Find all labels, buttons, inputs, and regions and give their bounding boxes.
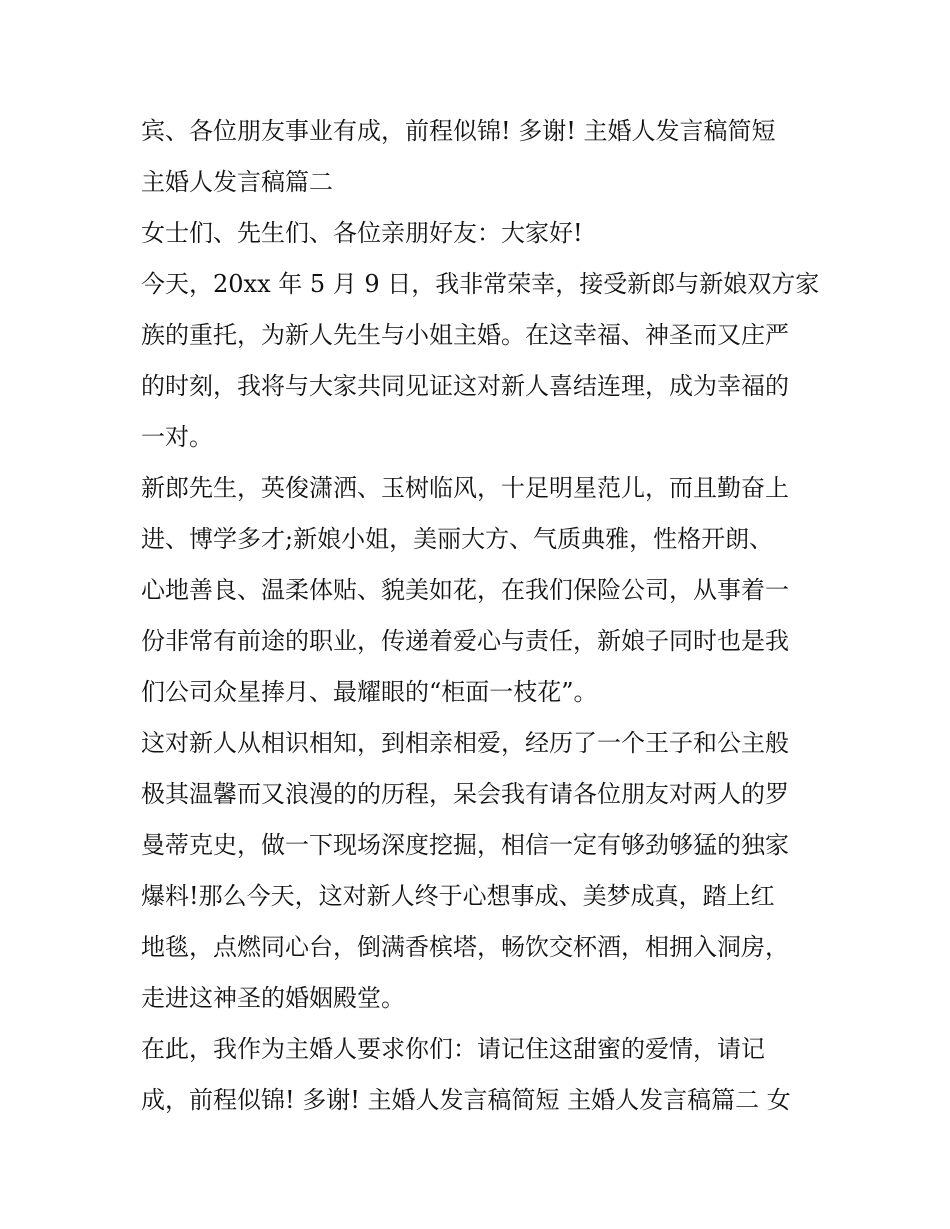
text-line: 地毯，点燃同心台，倒满香槟塔，畅饮交杯酒，相拥入洞房，: [141, 933, 789, 961]
text-line: 新郎先生，英俊潇洒、玉树临风，十足明星范儿，而且勤奋上: [141, 474, 789, 502]
text-line: 主婚人发言稿篇二: [141, 168, 333, 196]
text-line: 在此，我作为主婚人要求你们：请记住这甜蜜的爱情，请记: [141, 1035, 765, 1063]
text-line: 曼蒂克史，做一下现场深度挖掘，相信一定有够劲够猛的独家: [141, 831, 789, 859]
text-line: 宾、各位朋友事业有成，前程似锦! 多谢! 主婚人发言稿简短: [141, 117, 776, 145]
text-line: 极其温馨而又浪漫的的历程，呆会我有请各位朋友对两人的罗: [141, 780, 789, 808]
text-line: 爆料!那么今天，这对新人终于心想事成、美梦成真，踏上红: [141, 882, 775, 910]
text-line: 这对新人从相识相知，到相亲相爱，经历了一个王子和公主般: [141, 729, 789, 757]
document-body: [141, 106, 821, 1126]
text-line: 心地善良、温柔体贴、貌美如花，在我们保险公司，从事着一: [141, 576, 789, 604]
text-line: 份非常有前途的职业，传递着爱心与责任，新娘子同时也是我: [141, 627, 789, 655]
text-line: 的时刻，我将与大家共同见证这对新人喜结连理，成为幸福的: [141, 372, 789, 400]
text-line: 族的重托，为新人先生与小姐主婚。在这幸福、神圣而又庄严: [141, 321, 789, 349]
text-line: 今天，20xx 年 5 月 9 日，我非常荣幸，接受新郎与新娘双方家: [141, 270, 820, 298]
text-line: 们公司众星捧月、最耀眼的“柜面一枝花”。: [141, 678, 598, 706]
text-line: 走进这神圣的婚姻殿堂。: [141, 984, 405, 1012]
text-line: 女士们、先生们、各位亲朋好友：大家好!: [141, 219, 583, 247]
text-line: 成，前程似锦! 多谢! 主婚人发言稿简短 主婚人发言稿篇二 女: [141, 1086, 791, 1114]
text-line: 一对。: [141, 423, 213, 451]
text-line: 进、博学多才;新娘小姐，美丽大方、气质典雅，性格开朗、: [141, 525, 774, 553]
